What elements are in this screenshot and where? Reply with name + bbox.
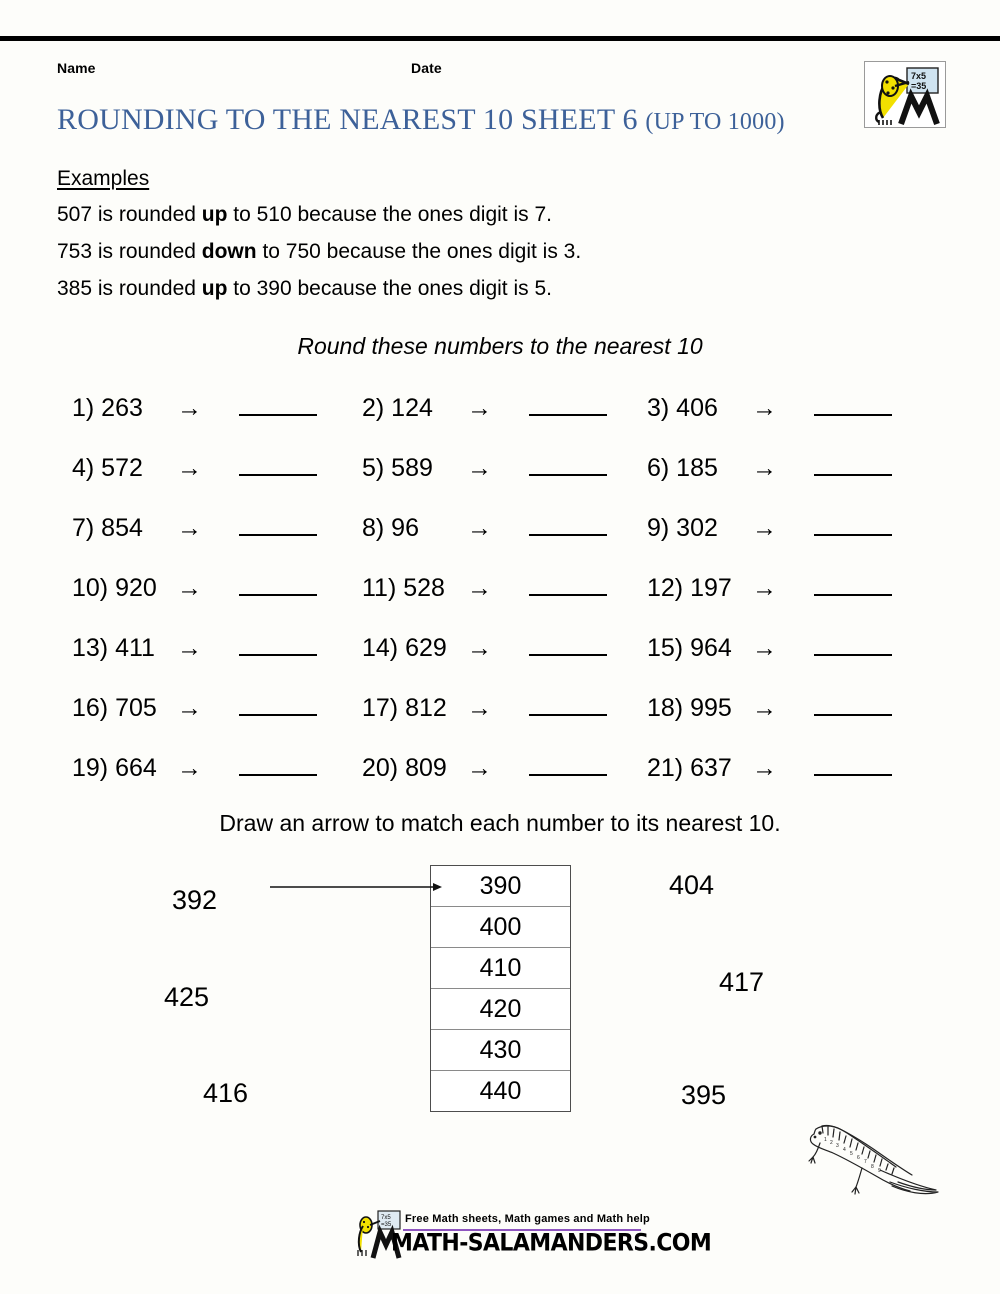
problem-item bbox=[72, 634, 362, 663]
problem-item bbox=[647, 574, 932, 603]
problem-item bbox=[647, 394, 932, 423]
problem-label: 16) 705 bbox=[72, 693, 157, 722]
top-divider-rule bbox=[0, 36, 1000, 41]
footer-tagline: Free Math sheets, Math games and Math help bbox=[405, 1213, 650, 1225]
problem-item bbox=[647, 754, 932, 783]
answer-blank[interactable] bbox=[239, 574, 317, 596]
match-source-number[interactable]: 404 bbox=[669, 870, 715, 900]
problem-label: 10) 920 bbox=[72, 573, 157, 602]
problem-row bbox=[72, 558, 932, 618]
arrow-right-icon: → bbox=[752, 633, 777, 662]
svg-text:1: 1 bbox=[824, 1137, 827, 1143]
arrow-right-icon: → bbox=[752, 693, 777, 722]
answer-blank[interactable] bbox=[529, 574, 607, 596]
problem-item bbox=[72, 514, 362, 543]
svg-text:8: 8 bbox=[871, 1164, 874, 1170]
arrow-right-icon: → bbox=[752, 453, 777, 482]
arrow-right-icon: → bbox=[177, 513, 202, 542]
footer-inner bbox=[353, 1208, 712, 1266]
answer-blank[interactable] bbox=[239, 634, 317, 656]
salamander-line-drawing-icon bbox=[806, 1112, 946, 1197]
problem-label: 11) 528 bbox=[362, 573, 445, 602]
footer-site-link[interactable]: MATH-SALAMANDERS.COM bbox=[391, 1230, 712, 1257]
example-text-pre: 385 is rounded bbox=[57, 277, 202, 300]
answer-blank[interactable] bbox=[529, 514, 607, 536]
header-logo bbox=[864, 61, 946, 128]
arrow-right-icon: → bbox=[177, 693, 202, 722]
match-target-cell[interactable]: 390 bbox=[431, 866, 570, 907]
arrow-right-icon: → bbox=[467, 633, 492, 662]
answer-blank[interactable] bbox=[239, 454, 317, 476]
problem-label: 8) 96 bbox=[362, 513, 419, 542]
example-line bbox=[57, 240, 581, 264]
answer-blank[interactable] bbox=[239, 754, 317, 776]
answer-blank[interactable] bbox=[529, 694, 607, 716]
arrow-right-icon: → bbox=[177, 633, 202, 662]
arrow-right-icon: → bbox=[467, 513, 492, 542]
problem-label: 9) 302 bbox=[647, 513, 718, 542]
example-emphasis: up bbox=[201, 277, 228, 300]
example-emphasis: down bbox=[201, 240, 257, 263]
problem-row bbox=[72, 738, 932, 798]
match-source-number[interactable]: 416 bbox=[203, 1078, 249, 1108]
problem-item bbox=[72, 454, 362, 483]
svg-text:7x5: 7x5 bbox=[911, 71, 927, 81]
problem-label: 19) 664 bbox=[72, 753, 157, 782]
svg-text:7x5: 7x5 bbox=[381, 1215, 391, 1221]
match-source-number[interactable]: 395 bbox=[681, 1080, 727, 1110]
problem-row bbox=[72, 498, 932, 558]
svg-text:6: 6 bbox=[857, 1155, 860, 1161]
problem-item bbox=[362, 454, 647, 483]
answer-blank[interactable] bbox=[239, 694, 317, 716]
round-instruction: Round these numbers to the nearest 10 bbox=[297, 333, 703, 359]
problem-label: 14) 629 bbox=[362, 633, 447, 662]
problem-label: 6) 185 bbox=[647, 453, 718, 482]
svg-text:7: 7 bbox=[864, 1159, 867, 1165]
svg-text:=35: =35 bbox=[911, 81, 927, 91]
problem-label: 5) 589 bbox=[362, 453, 433, 482]
example-text-post: to 510 because the ones digit is 7. bbox=[227, 203, 552, 226]
problem-label: 17) 812 bbox=[362, 693, 447, 722]
example-line bbox=[57, 203, 552, 227]
svg-text:9: 9 bbox=[878, 1168, 881, 1174]
svg-text:5: 5 bbox=[850, 1151, 853, 1157]
answer-blank[interactable] bbox=[529, 634, 607, 656]
drawn-match-arrow-icon bbox=[270, 881, 442, 893]
match-target-table bbox=[430, 865, 571, 1112]
problem-item bbox=[647, 694, 932, 723]
example-line bbox=[57, 277, 552, 301]
match-target-cell[interactable]: 410 bbox=[431, 948, 570, 989]
page-title-sub: (UP TO 1000) bbox=[645, 109, 785, 135]
example-emphasis: up bbox=[201, 203, 228, 226]
problem-label: 3) 406 bbox=[647, 393, 718, 422]
arrow-right-icon: → bbox=[752, 393, 777, 422]
problem-item bbox=[362, 754, 647, 783]
arrow-right-icon: → bbox=[752, 573, 777, 602]
problem-label: 18) 995 bbox=[647, 693, 732, 722]
svg-text:4: 4 bbox=[843, 1147, 846, 1153]
example-text-pre: 507 is rounded bbox=[57, 203, 202, 226]
match-source-number[interactable]: 417 bbox=[719, 967, 765, 997]
arrow-right-icon: → bbox=[177, 573, 202, 602]
match-target-cell[interactable]: 400 bbox=[431, 907, 570, 948]
problems-grid bbox=[72, 378, 932, 798]
problem-item bbox=[72, 394, 362, 423]
answer-blank[interactable] bbox=[529, 754, 607, 776]
answer-blank[interactable] bbox=[814, 454, 892, 476]
answer-blank[interactable] bbox=[529, 394, 607, 416]
answer-blank[interactable] bbox=[529, 454, 607, 476]
problem-item bbox=[72, 754, 362, 783]
match-source-number[interactable]: 392 bbox=[172, 885, 218, 915]
problem-label: 21) 637 bbox=[647, 753, 732, 782]
salamander-teacher-logo-icon bbox=[865, 62, 945, 127]
date-label: Date bbox=[411, 60, 442, 76]
problem-item bbox=[647, 514, 932, 543]
problem-label: 13) 411 bbox=[72, 633, 155, 662]
problem-label: 1) 263 bbox=[72, 393, 143, 422]
problem-label: 7) 854 bbox=[72, 513, 143, 542]
page-title bbox=[57, 103, 785, 137]
arrow-right-icon: → bbox=[467, 453, 492, 482]
answer-blank[interactable] bbox=[814, 754, 892, 776]
answer-blank[interactable] bbox=[239, 514, 317, 536]
match-area bbox=[0, 860, 1000, 1110]
problem-label: 15) 964 bbox=[647, 633, 732, 662]
problem-row bbox=[72, 378, 932, 438]
problem-label: 2) 124 bbox=[362, 393, 433, 422]
problem-item bbox=[72, 694, 362, 723]
match-instruction: Draw an arrow to match each number to its nearest 10. bbox=[219, 810, 781, 836]
problem-item bbox=[362, 394, 647, 423]
answer-blank[interactable] bbox=[814, 514, 892, 536]
arrow-right-icon: → bbox=[467, 753, 492, 782]
arrow-right-icon: → bbox=[467, 393, 492, 422]
problem-label: 4) 572 bbox=[72, 453, 143, 482]
problem-row bbox=[72, 438, 932, 498]
arrow-right-icon: → bbox=[177, 453, 202, 482]
arrow-right-icon: → bbox=[467, 693, 492, 722]
problem-item bbox=[362, 574, 647, 603]
arrow-right-icon: → bbox=[467, 573, 492, 602]
problem-item bbox=[362, 634, 647, 663]
problem-label: 12) 197 bbox=[647, 573, 732, 602]
arrow-right-icon: → bbox=[752, 513, 777, 542]
svg-text:=35: =35 bbox=[381, 1222, 392, 1228]
answer-blank[interactable] bbox=[814, 634, 892, 656]
answer-blank[interactable] bbox=[814, 574, 892, 596]
problem-item bbox=[362, 514, 647, 543]
match-source-number[interactable]: 425 bbox=[164, 982, 210, 1012]
arrow-right-icon: → bbox=[177, 753, 202, 782]
problem-item bbox=[362, 694, 647, 723]
problem-label: 20) 809 bbox=[362, 753, 447, 782]
problem-row bbox=[72, 678, 932, 738]
example-text-post: to 390 because the ones digit is 5. bbox=[227, 277, 552, 300]
name-label: Name bbox=[57, 60, 96, 76]
answer-blank[interactable] bbox=[239, 394, 317, 416]
match-target-cell[interactable]: 440 bbox=[479, 1077, 522, 1105]
examples-heading: Examples bbox=[57, 167, 150, 190]
example-text-pre: 753 is rounded bbox=[57, 240, 202, 263]
match-target-cell[interactable]: 420 bbox=[431, 989, 570, 1030]
match-target-cell[interactable]: 430 bbox=[431, 1030, 570, 1071]
problem-item bbox=[72, 574, 362, 603]
problem-row bbox=[72, 618, 932, 678]
problem-item bbox=[647, 634, 932, 663]
svg-text:2: 2 bbox=[830, 1140, 833, 1146]
problem-item bbox=[647, 454, 932, 483]
answer-blank[interactable] bbox=[814, 394, 892, 416]
page-footer bbox=[0, 1208, 1000, 1268]
svg-text:3: 3 bbox=[836, 1143, 839, 1149]
arrow-right-icon: → bbox=[177, 393, 202, 422]
answer-blank[interactable] bbox=[814, 694, 892, 716]
example-text-post: to 750 because the ones digit is 3. bbox=[256, 240, 582, 263]
arrow-right-icon: → bbox=[752, 753, 777, 782]
page-title-main: ROUNDING TO THE NEAREST 10 SHEET 6 bbox=[57, 103, 638, 136]
